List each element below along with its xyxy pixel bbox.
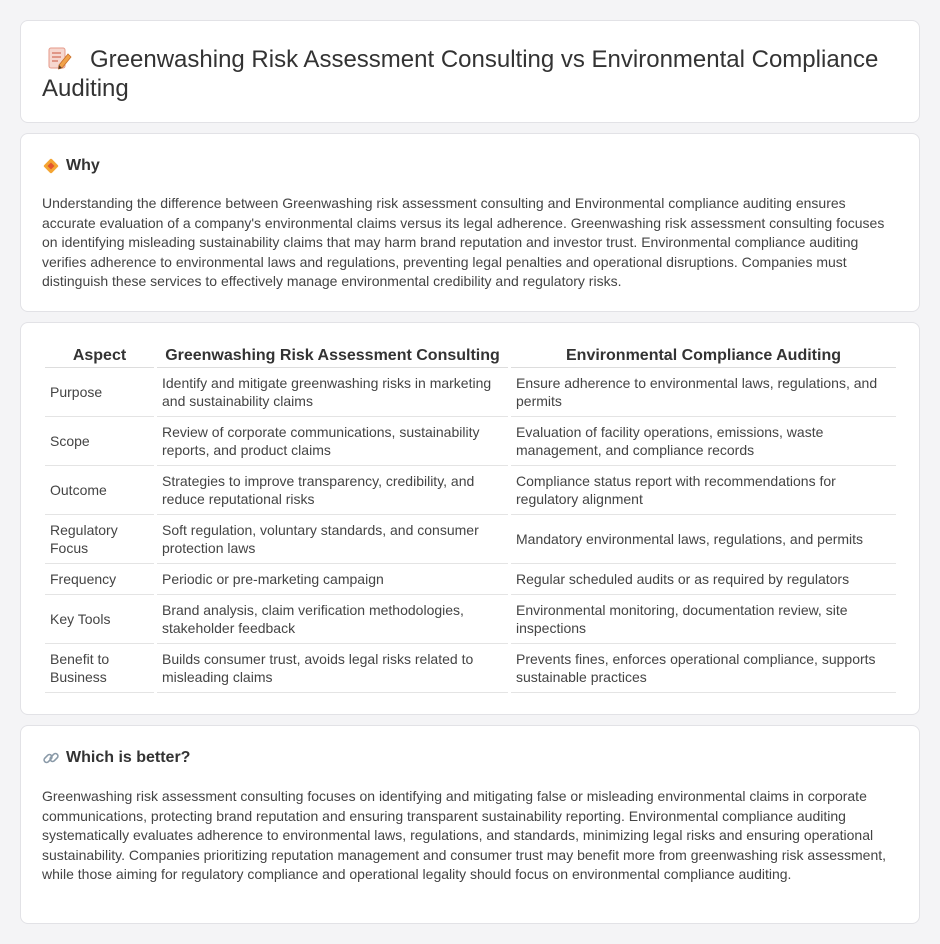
table-row	[45, 368, 896, 417]
table-row	[45, 466, 896, 515]
header-aspect: Aspect	[45, 343, 154, 368]
compliance-cell: Mandatory environmental laws, regulations, and permits	[511, 515, 896, 564]
memo-pencil-icon	[46, 45, 72, 71]
aspect-cell: Frequency	[45, 564, 154, 595]
better-card	[20, 725, 920, 924]
table-row	[45, 417, 896, 466]
compliance-cell: Regular scheduled audits or as required by regulators	[511, 564, 896, 595]
table-row	[45, 564, 896, 595]
greenwashing-cell: Identify and mitigate greenwashing risks in marketing and sustainability claims	[157, 368, 508, 417]
aspect-cell: Outcome	[45, 466, 154, 515]
aspect-cell: Purpose	[45, 368, 154, 417]
aspect-cell: Benefit to Business	[45, 644, 154, 693]
comparison-card	[20, 322, 920, 715]
greenwashing-cell: Soft regulation, voluntary standards, and consumer protection laws	[157, 515, 508, 564]
better-heading	[42, 748, 190, 768]
why-body: Understanding the difference between Greenwashing risk assessment consulting and Environmental compliance auditing ensures accurate evaluation of a company's environmental claims versus its legal adherence. Greenwashing risk assessment consulting focuses on identifying misleading sustainability claims that may harm brand reputation and investor trust. Environmental compliance auditing verifies adherence to environmental laws and regulations, preventing legal penalties and operational disruptions. Companies must distinguish these services to effectively manage environmental credibility and regulatory risks.	[42, 195, 885, 289]
diamond-warning-icon	[42, 157, 60, 175]
header-compliance: Environmental Compliance Auditing	[511, 343, 896, 368]
better-body: Greenwashing risk assessment consulting focuses on identifying and mitigating false or misleading environmental claims in corporate communications, protecting brand reputation and ensuring transparent sustainability reporting. Environmental compliance auditing systematically evaluates adherence to environmental laws, regulations, and standards, minimizing legal risks and ensuring operational sustainability. Companies prioritizing reputation management and consumer trust may benefit more from greenwashing risk assessment, while those aiming for regulatory compliance and operational legality should focus on environmental compliance auditing.	[42, 788, 887, 882]
compliance-cell: Prevents fines, enforces operational compliance, supports sustainable practices	[511, 644, 896, 693]
page-title-text: Greenwashing Risk Assessment Consulting vs Environmental Compliance Auditing	[42, 46, 879, 102]
greenwashing-cell: Builds consumer trust, avoids legal risks related to misleading claims	[157, 644, 508, 693]
compliance-cell: Environmental monitoring, documentation review, site inspections	[511, 595, 896, 644]
aspect-cell: Scope	[45, 417, 154, 466]
table-row	[45, 644, 896, 693]
title-card	[20, 20, 920, 123]
aspect-cell: Key Tools	[45, 595, 154, 644]
greenwashing-cell: Review of corporate communications, sustainability reports, and product claims	[157, 417, 508, 466]
compliance-cell: Ensure adherence to environmental laws, regulations, and permits	[511, 368, 896, 417]
header-greenwashing: Greenwashing Risk Assessment Consulting	[157, 343, 508, 368]
greenwashing-cell: Strategies to improve transparency, credibility, and reduce reputational risks	[157, 466, 508, 515]
link-icon	[42, 749, 60, 767]
page-title	[42, 45, 902, 103]
why-heading	[42, 156, 100, 176]
compliance-cell: Evaluation of facility operations, emissions, waste management, and compliance records	[511, 417, 896, 466]
table-row	[45, 595, 896, 644]
better-heading-text: Which is better?	[66, 749, 191, 766]
comparison-table	[42, 343, 899, 693]
table-header-row	[45, 343, 896, 368]
greenwashing-cell: Periodic or pre-marketing campaign	[157, 564, 508, 595]
table-row	[45, 515, 896, 564]
why-card	[20, 133, 920, 312]
why-heading-text: Why	[66, 157, 100, 174]
greenwashing-cell: Brand analysis, claim verification methodologies, stakeholder feedback	[157, 595, 508, 644]
aspect-cell: Regulatory Focus	[45, 515, 154, 564]
compliance-cell: Compliance status report with recommendations for regulatory alignment	[511, 466, 896, 515]
